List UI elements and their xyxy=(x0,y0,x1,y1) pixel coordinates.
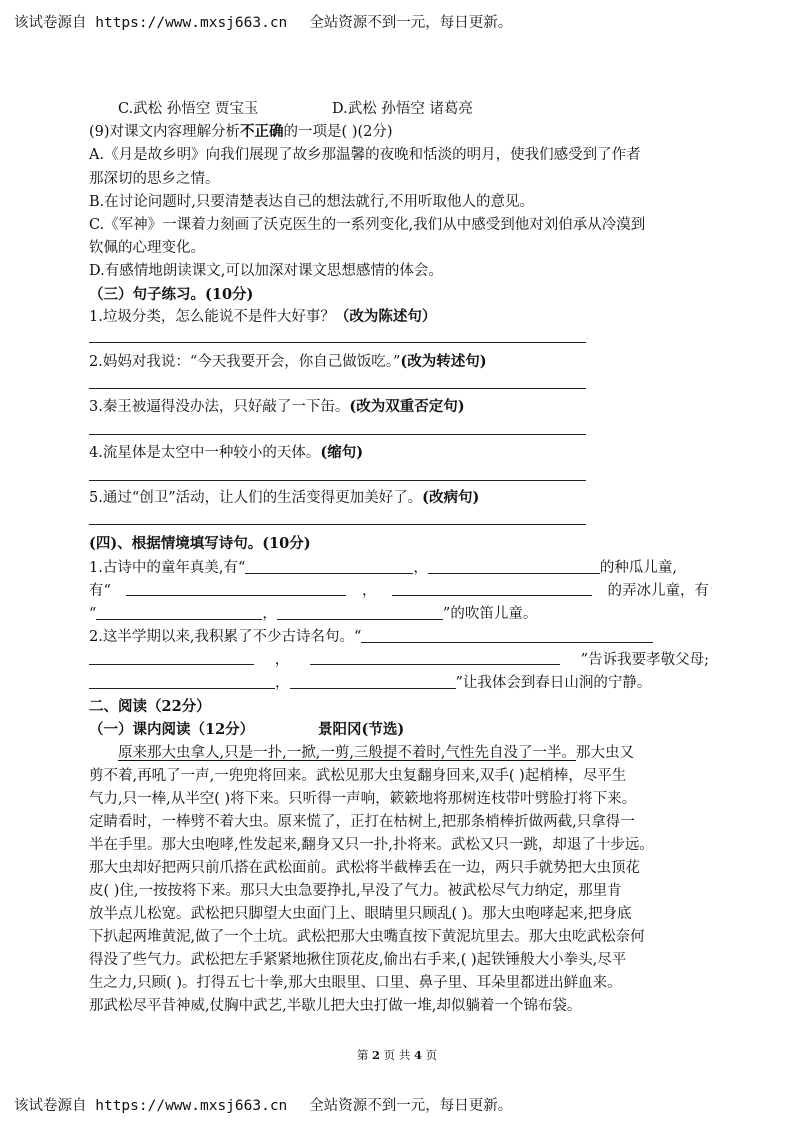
banner-url[interactable]: https://www.mxsj663.cn xyxy=(95,1098,288,1114)
s3-item-4: 4.流星体是太空中一种较小的天体。(缩句) xyxy=(89,444,364,461)
banner-url[interactable]: https://www.mxsj663.cn xyxy=(95,15,288,31)
s4-line-4: 2.这半学期以来,我积累了不少古诗名句。“ xyxy=(89,627,653,647)
passage-line-4: 定睛看时，一棒劈不着大虫。原来慌了，正打在枯树上,把那条梢棒折做两截,只拿得一 xyxy=(89,814,635,830)
s4-line-5: ， ”告诉我要孝敬父母; xyxy=(89,650,709,670)
passage-underlined-sentence: 原来那大虫拿人,只是一扑,一掀,一剪,三般提不着时,气性先自没了一半。 xyxy=(118,745,577,761)
s3-item-3: 3.秦王被逼得没办法，只好敲了一下缶。(改为双重否定句) xyxy=(89,398,465,415)
current-page: 2 xyxy=(372,1048,381,1062)
s3-answer-line-1[interactable] xyxy=(89,342,586,343)
s4-line-1: 1.古诗中的童年真美,有“ ， 的种瓜儿童, xyxy=(89,560,677,576)
bottom-source-banner xyxy=(14,1094,512,1115)
passage-title: 景阳冈(节选) xyxy=(318,721,405,738)
poem-blank-5[interactable] xyxy=(96,605,262,620)
passage-line-3: 气力,只一棒,从半空( )将下来。只听得一声响，簌簌地将那树连枝带叶劈脸打将下来。 xyxy=(89,791,637,807)
q9-stem: (9)对课文内容理解分析不正确的一项是( )(2分) xyxy=(89,123,393,140)
s3-answer-line-4[interactable] xyxy=(89,480,586,481)
s4-line-6: ， ”让我体会到春日山涧的宁静。 xyxy=(89,673,651,693)
passage-line-10: 得没了些气力。武松把左手紧紧地揪住顶花皮,偷出右手来,( )起铁锤般大小拳头,尽平 xyxy=(89,952,627,968)
s3-item-1: 1.垃圾分类，怎么能说不是件大好事？（改为陈述句） xyxy=(89,308,437,325)
passage-line-9: 下扒起两堆黄泥,做了一个土坑。武松把那大虫嘴直按下黄泥坑里去。那大虫吃武松奈何 xyxy=(89,929,645,945)
poem-blank-3[interactable] xyxy=(126,581,346,596)
q9-option-a-line2: 那深切的思乡之情。 xyxy=(89,171,220,187)
q9-option-c-line1: C.《军神》一课着力刻画了沃克医生的一系列变化,我们从中感受到他对刘伯承从冷漠到 xyxy=(89,217,646,233)
passage-line-8: 放半点儿松宽。武松把只脚望大虫面门上、眼睛里只顾乱( )。那大虫咆哮起来,把身底 xyxy=(89,906,632,922)
poem-blank-1[interactable] xyxy=(245,559,413,574)
s3-answer-line-3[interactable] xyxy=(89,434,586,435)
banner-slogan: 全站资源不到一元，每日更新。 xyxy=(309,1098,513,1114)
poem-blank-11[interactable] xyxy=(290,674,456,689)
q9-option-d: D.有感情地朗读课文,可以加深对课文思想感情的体会。 xyxy=(89,263,443,279)
section4-title: (四)、根据情境填写诗句。(10分) xyxy=(89,535,311,552)
poem-blank-8[interactable] xyxy=(89,650,254,665)
passage-line-12: 那武松尽平昔神威,仗胸中武艺,半歇儿把大虫打做一堆,却似躺着一个锦布袋。 xyxy=(89,998,582,1014)
poem-blank-2[interactable] xyxy=(428,559,600,574)
total-pages: 4 xyxy=(413,1048,422,1062)
poem-blank-7[interactable] xyxy=(361,628,653,643)
poem-blank-6[interactable] xyxy=(277,605,443,620)
banner-prefix: 该试卷源自 xyxy=(14,1098,87,1114)
banner-prefix: 该试卷源自 xyxy=(14,15,87,31)
s3-item-5: 5.通过“创卫”活动，让人们的生活变得更加美好了。(改病句) xyxy=(89,489,480,506)
passage-line-11: 生之力,只顾( )。打得五七十拳,那大虫眼里、口里、鼻子里、耳朵里都迸出鲜血来。 xyxy=(89,975,622,991)
passage-line-2: 剪不着,再吼了一声,一兜兜将回来。武松见那大虫复翻身回来,双手( )起梢棒，尽平生 xyxy=(89,768,627,784)
poem-blank-9[interactable] xyxy=(310,650,560,665)
page-number: 第 2 页 共 4 页 xyxy=(356,1048,438,1062)
q8-option-d: D.武松 孙悟空 诸葛亮 xyxy=(332,101,473,117)
q9-option-c-line2: 钦佩的心理变化。 xyxy=(89,240,205,256)
passage-line-7: 皮( )住,一按按将下来。那只大虫急要挣扎,早没了气力。被武松尽气力纳定，那里肯 xyxy=(89,883,622,899)
q8-option-c: C.武松 孙悟空 贾宝玉 xyxy=(118,101,259,117)
passage-line-1: 原来那大虫拿人,只是一扑,一掀,一剪,三般提不着时,气性先自没了一半。那大虫又 xyxy=(118,745,635,761)
s3-answer-line-5[interactable] xyxy=(89,524,586,525)
q9-stem-emphasis: 不正确 xyxy=(240,123,284,140)
passage-line-6: 那大虫却好把两只前爪搭在武松面前。武松将半截棒丢在一边，两只手就势把大虫顶花 xyxy=(89,860,640,876)
s3-item-2: 2.妈妈对我说：“今天我要开会，你自己做饭吃。”(改为转述句) xyxy=(89,353,487,370)
q9-option-b: B.在讨论问题时,只要清楚表达自己的想法就行,不用听取他人的意见。 xyxy=(89,194,534,210)
s4-line-2: 有“ ， 的弄冰儿童，有 xyxy=(89,583,709,599)
reading-subtitle: （一）课内阅读（12分） xyxy=(89,721,255,738)
poem-blank-4[interactable] xyxy=(392,581,592,596)
banner-slogan: 全站资源不到一元，每日更新。 xyxy=(309,15,513,31)
top-source-banner xyxy=(14,11,512,32)
q9-option-a-line1: A.《月是故乡明》向我们展现了故乡那温馨的夜晚和恬淡的明月，使我们感受到了作者 xyxy=(89,147,641,163)
reading-title: 二、阅读（22分） xyxy=(89,698,211,715)
section3-title: （三）句子练习。(10分) xyxy=(89,286,254,303)
passage-line-5: 半在手里。那大虫咆哮,性发起来,翻身又只一扑,扑将来。武松又只一跳，却退了十步远。 xyxy=(89,837,654,853)
s4-line-3: “ ， ”的吹笛儿童。 xyxy=(89,606,538,622)
poem-blank-10[interactable] xyxy=(89,674,275,689)
s3-answer-line-2[interactable] xyxy=(89,388,586,389)
